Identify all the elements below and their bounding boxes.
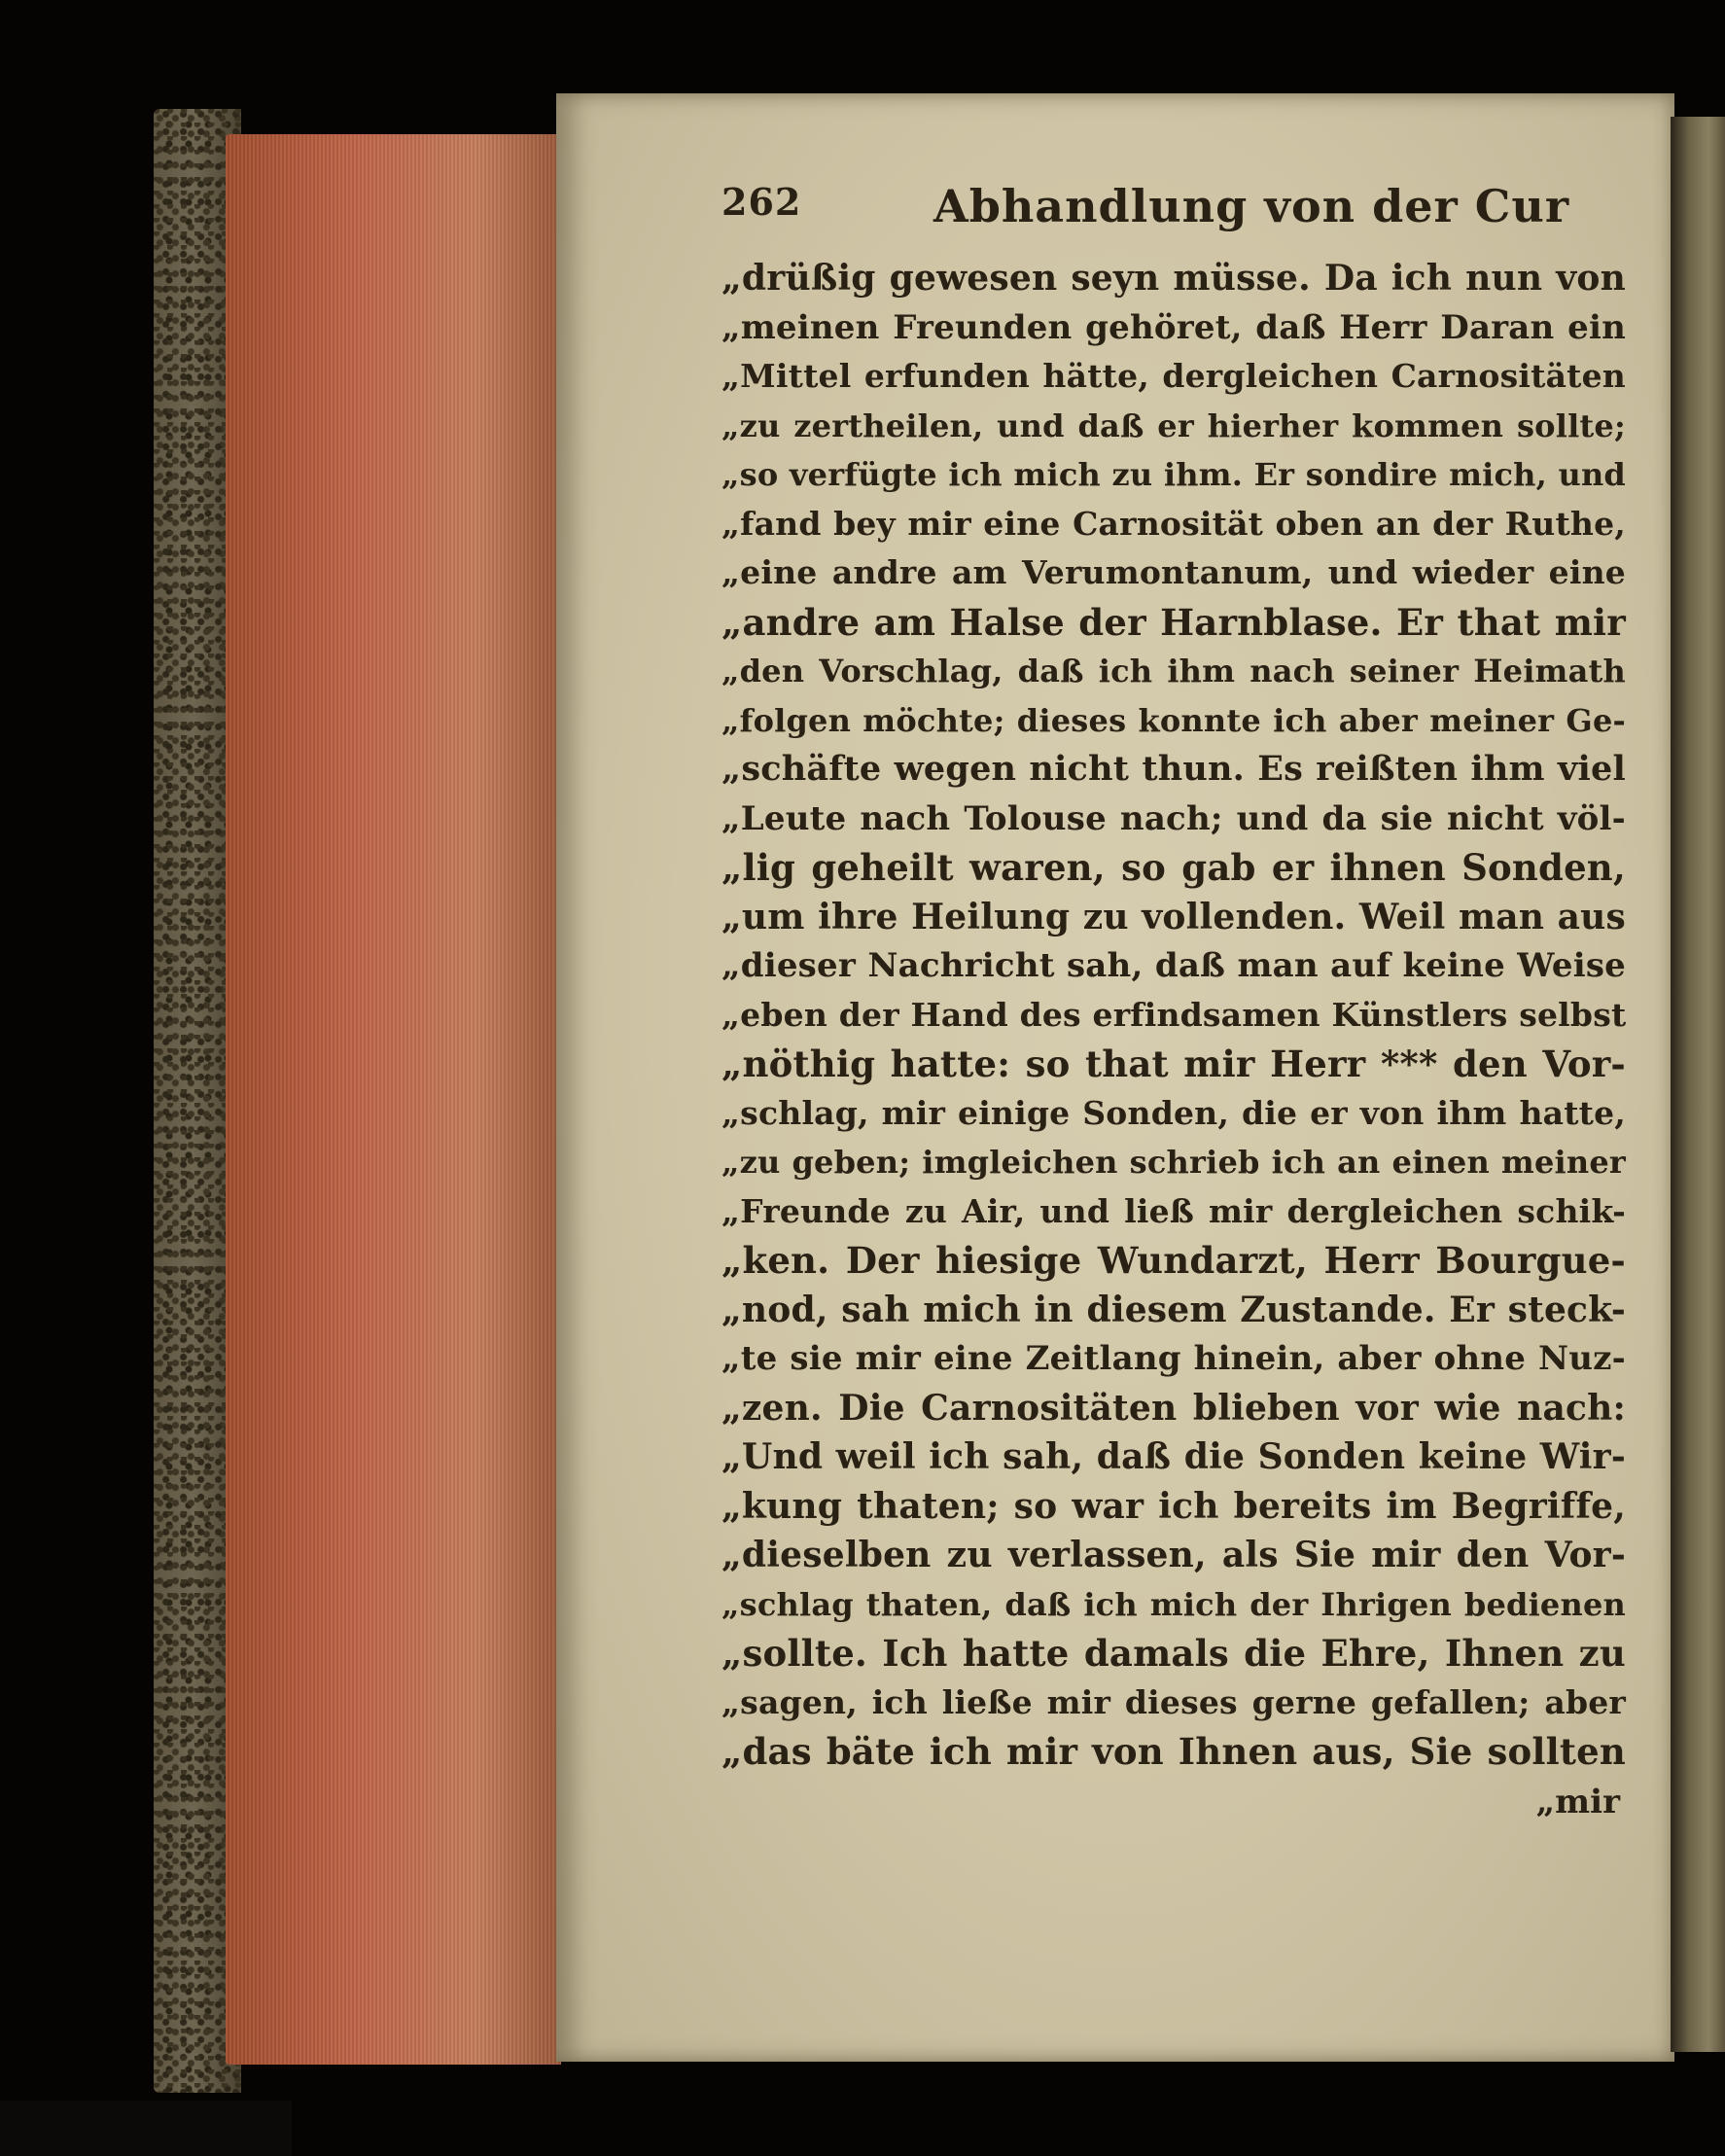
body-text (722, 254, 1626, 1777)
text-line: „zen. Die Carnositäten blieben vor wie nach: (722, 1387, 1626, 1429)
text-line: „ken. Der hiesige Wundarzt, Herr Bourgue- (722, 1239, 1626, 1282)
text-line: „fand bey mir eine Carnosität oben an der Ruthe, (722, 504, 1626, 543)
text-line: „nod, sah mich in diesem Zustande. Er steck- (722, 1289, 1626, 1330)
text-line: „nöthig hatte: so that mir Herr *** den Vor- (722, 1043, 1626, 1085)
text-line: „Freunde zu Air, und ließ mir dergleichen schik- (722, 1191, 1626, 1230)
page-gutter (1671, 117, 1725, 2052)
text-line: „drüßig gewesen seyn müsse. Da ich nun von (722, 258, 1626, 299)
page-number: 262 (722, 180, 802, 224)
background-strip (0, 2101, 292, 2156)
text-line: „schäfte wegen nicht thun. Es reißten ihm viel (722, 749, 1626, 789)
text-line: „eine andre am Verumontanum, und wieder eine (722, 553, 1626, 591)
text-line: „andre am Halse der Harnblase. Er that mir (722, 600, 1626, 644)
text-line: „sagen, ich ließe mir dieses gerne gefallen; aber (722, 1682, 1626, 1721)
text-line: „schlag, mir einige Sonden, die er von ihm hatte, (722, 1093, 1626, 1132)
page-header (722, 180, 1626, 248)
text-line: „den Vorschlag, daß ich ihm nach seiner Heimath (722, 653, 1626, 689)
text-line: „schlag thaten, daß ich mich der Ihrigen bedienen (722, 1585, 1626, 1623)
page-text (722, 180, 1626, 1823)
text-line: „zu geben; imgleichen schrieb ich an einen meiner (722, 1144, 1626, 1181)
catchword: „mir (1535, 1782, 1620, 1821)
text-line: „zu zertheilen, und daß er hierher kommen sollte; (722, 406, 1626, 444)
text-line: „lig geheilt waren, so gab er ihnen Sonden, (722, 846, 1626, 889)
text-line: „folgen möchte; dieses konnte ich aber meiner Ge- (722, 701, 1626, 739)
text-line: „dieselben zu verlassen, als Sie mir den Vor- (722, 1535, 1626, 1575)
text-line: „Mittel erfunden hätte, dergleichen Carnositäten (722, 357, 1626, 395)
text-line: „dieser Nachricht sah, daß man auf keine Weise (722, 946, 1626, 985)
text-line: „meinen Freunden gehöret, daß Herr Daran ein (722, 307, 1626, 347)
running-head: Abhandlung von der Cur (933, 180, 1570, 232)
text-line: „kung thaten; so war ich bereits im Begriffe, (722, 1485, 1626, 1527)
text-line: „das bäte ich mir von Ihnen aus, Sie sollten (722, 1730, 1626, 1773)
text-line: „so verfügte ich mich zu ihm. Er sondire mich, und (722, 456, 1626, 493)
text-line: „sollte. Ich hatte damals die Ehre, Ihnen zu (722, 1632, 1626, 1675)
text-line: „um ihre Heilung zu vollenden. Weil man aus (722, 896, 1626, 937)
text-line: „eben der Hand des erfindsamen Künstlers selbst (722, 995, 1627, 1034)
text-line: „te sie mir eine Zeitlang hinein, aber ohne Nuz- (722, 1339, 1626, 1378)
text-line: „Und weil ich sah, daß die Sonden keine Wir- (722, 1436, 1626, 1477)
page-edges (226, 134, 561, 2065)
text-line: „Leute nach Tolouse nach; und da sie nicht völ- (722, 798, 1626, 838)
